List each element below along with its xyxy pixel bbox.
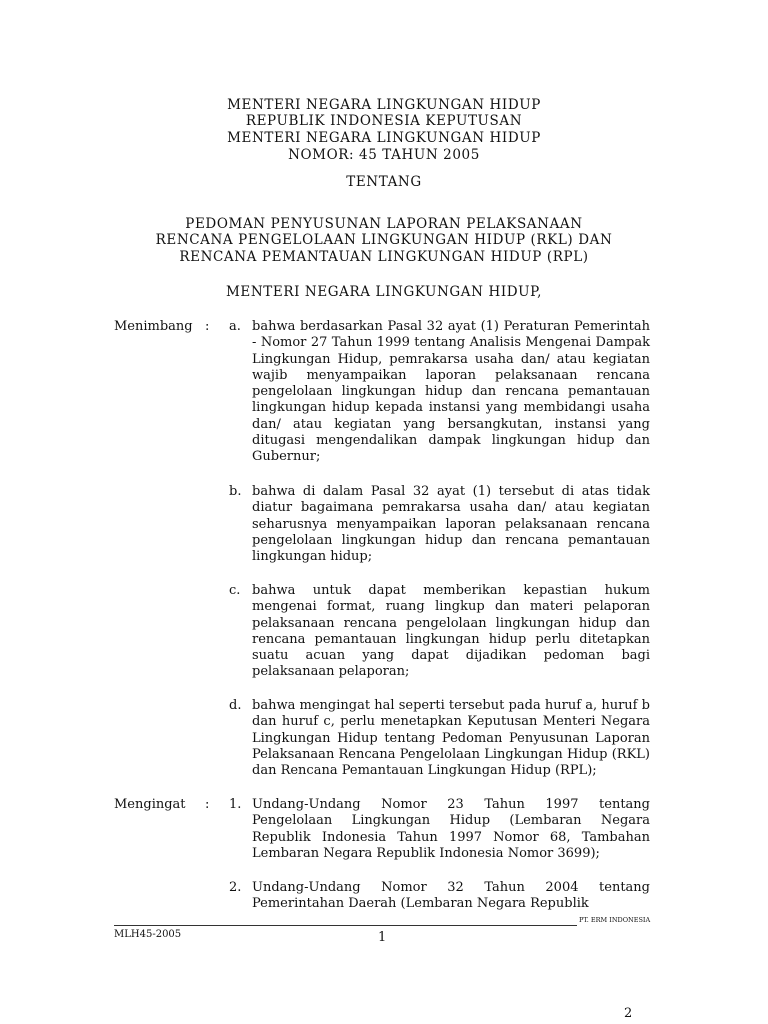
menimbang-item-c: bahwa untuk dapat memberikan kepastian hukum mengenai format, ruang lingkup dan materi pelaporan pelaksanaan rencana pengelolaan lingkungan hidup dan rencana pemantauan lingkungan hidup perlu ditetapkan suatu acuan yang dapat dijadikan pedoman bagi pelaksanaan pelaporan; [252, 583, 650, 680]
authority-line: MENTERI NEGARA LINGKUNGAN HIDUP, [225, 284, 542, 300]
mengingat-item-2: Undang-Undang Nomor 32 Tahun 2004 tentang Pemerintahan Daerah (Lembaran Negara Republik [252, 880, 650, 912]
menimbang-marker-a: a. [229, 319, 241, 334]
subject-line-1: PEDOMAN PENYUSUNAN LAPORAN PELAKSANAAN [185, 216, 583, 232]
outer-page-number: 2 [624, 1006, 633, 1021]
subject-line-3: RENCANA PEMANTAUAN LINGKUNGAN HIDUP (RPL) [179, 249, 589, 265]
mengingat-item-1: Undang-Undang Nomor 23 Tahun 1997 tentang Pengelolaan Lingkungan Hidup (Lembaran Negara Republik Indonesia Tahun 1997 Nomor 68, Tambahan Lembaran Negara Republik Indonesia Nomor 3699); [252, 797, 650, 861]
subject-line-2: RENCANA PENGELOLAAN LINGKUNGAN HIDUP (RKL) DAN [155, 232, 613, 248]
footer-doc-code: MLH45-2005 [114, 929, 182, 940]
menimbang-marker-c: c. [229, 583, 241, 598]
mengingat-marker-2: 2. [229, 880, 242, 895]
footer-company: PT. ERM INDONESIA [579, 916, 651, 924]
menimbang-item-a: bahwa berdasarkan Pasal 32 ayat (1) Peraturan Pemerintah - Nomor 27 Tahun 1999 tentang Analisis Mengenai Dampak Lingkungan Hidup, pemrakarsa usaha dan/ atau kegiatan wajib menyampaikan laporan pelaksanaan rencana pengelolaan lingkungan hidup dan rencana pemantauan lingkungan hidup kepada instansi yang membidangi usaha dan/ atau kegiatan yang bersangkutan, instansi yang ditugasi mengendalikan dampak lingkungan hidup dan Gubernur; [252, 319, 650, 465]
footer-page-number: 1 [378, 930, 387, 945]
tentang-heading: TENTANG [346, 174, 422, 190]
menimbang-marker-b: b. [229, 484, 242, 499]
menimbang-colon: : [205, 319, 210, 334]
header-republic: REPUBLIK INDONESIA KEPUTUSAN [245, 113, 523, 129]
mengingat-colon: : [205, 797, 210, 812]
mengingat-label: Mengingat [114, 797, 186, 812]
decree-number: NOMOR: 45 TAHUN 2005 [288, 147, 480, 163]
menimbang-marker-d: d. [229, 698, 242, 713]
menimbang-label: Menimbang [114, 319, 193, 334]
header-ministry-repeat: MENTERI NEGARA LINGKUNGAN HIDUP [227, 130, 541, 146]
menimbang-item-b: bahwa di dalam Pasal 32 ayat (1) tersebut di atas tidak diatur bagaimana pemrakarsa usaha dan/ atau kegiatan seharusnya menyampaikan laporan pelaksanaan rencana pengelolaan lingkungan hidup dan rencana pemantauan lingkungan hidup; [252, 484, 650, 565]
footer-divider [114, 925, 577, 926]
menimbang-item-d: bahwa mengingat hal seperti tersebut pada huruf a, huruf b dan huruf c, perlu menetapkan Keputusan Menteri Negara Lingkungan Hidup tentang Pedoman Penyusunan Laporan Pelaksanaan Rencana Pengelolaan Lingkungan Hidup (RKL) dan Rencana Pemantauan Lingkungan Hidup (RPL); [252, 698, 650, 779]
mengingat-marker-1: 1. [229, 797, 242, 812]
header-ministry: MENTERI NEGARA LINGKUNGAN HIDUP [227, 97, 541, 113]
